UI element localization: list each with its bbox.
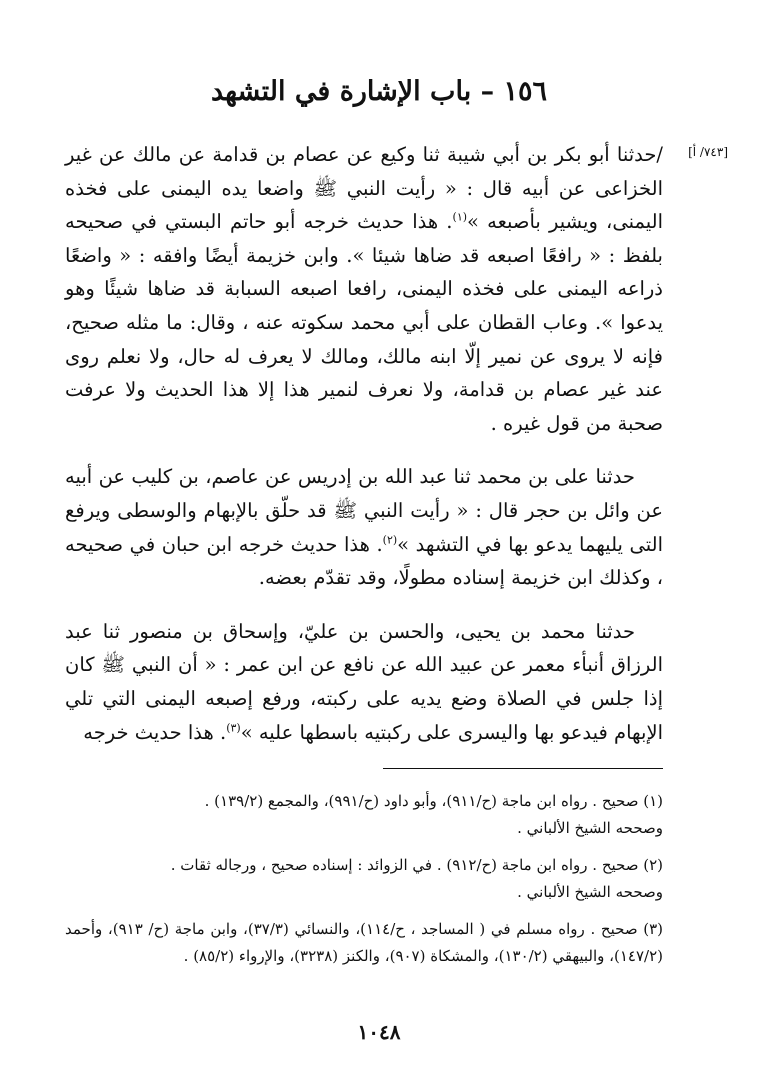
footnote-2-line-2: وصححه الشيخ الألباني . [517, 883, 663, 901]
footnote-3 [65, 916, 663, 970]
paragraph-1-text: /حدثنا أبو بكر بن أبي شيبة ثنا وكيع عن عصام بن قدامة عن مالك عن غير الخزاعى عن أبيه قال : « رأيت النبي ﷺ واضعا يده اليمنى على فخذه اليمنى، ويشير بأصبعه » [65, 143, 664, 234]
footnote-1 [65, 788, 663, 842]
paragraph-3 [65, 615, 663, 749]
paragraph-2-tail: . هذا حديث خرجه ابن حبان في صحيحه ، وكذلك ابن خزيمة إسناده مطولًا، وقد تقدّم بعضه. [65, 532, 663, 590]
footnote-divider [383, 768, 663, 769]
paragraph-1-tail: . هذا حديث خرجه أبو حاتم البستي في صحيحه بلفظ : « رافعًا اصبعه قد ضاها شيئا ». وابن خزيمة أيضًا وافقه : « واضعًا ذراعه اليمنى على فخذه اليمنى، رافعا اصبعه السبابة قد ضاها شيئًا وهو يدعوا ». وعاب القطان على أبي محمد سكوته عنه ، وقال: ما مثله صحيح، فإنه لا يروى عن نمير إلّا ابنه مالك، ومالك لا يعرف له حال، ولا نعلم روى عند غير عصام بن قدامة، ولا نعرف لنمير هذا إلا هذا الحديث ولا عرفت صحبة من قول غيره . [65, 210, 663, 435]
footnote-2 [65, 852, 663, 906]
main-text [65, 138, 663, 769]
paragraph-2 [65, 460, 663, 594]
paragraph-2-text: حدثنا على بن محمد ثنا عبد الله بن إدريس عن عاصم، بن كليب عن أبيه عن وائل بن حجر قال : « رأيت النبي ﷺ قد حلّق بالإبهام والوسطى ويرفع التى يليهما يدعو بها في التشهد » [65, 465, 663, 556]
chapter-title: ١٥٦ – باب الإشارة في التشهد [210, 76, 548, 107]
footnotes [65, 788, 663, 980]
paragraph-1 [65, 138, 663, 440]
footnote-ref-3: (٣) [226, 721, 241, 734]
footnote-ref-2: (٢) [382, 533, 398, 547]
margin-reference: [٧٤٣/ أ] [688, 145, 728, 159]
paragraph-3-text: حدثنا محمد بن يحيى، والحسن بن عليّ، وإسحاق بن منصور ثنا عبد الرزاق أنبأء معمر عن عبيد الله عن نافع عن ابن عمر : « أن النبي ﷺ كان إذا جلس في الصلاة وضع يديه على ركبته، ورفع إصبعه اليمنى التي تلي الإبهام فيدعو بها واليسرى على ركبتيه باسطها عليه » [65, 619, 663, 744]
footnote-1-line-2: وصححه الشيخ الألباني . [517, 819, 663, 837]
page-number: ١٠٤٨ [357, 1020, 401, 1044]
paragraph-3-tail: . هذا حديث خرجه [83, 720, 227, 744]
footnote-ref-1: (١) [452, 210, 468, 224]
footnote-1-line-1: (١) صحيح . رواه ابن ماجة (ح/٩١١)، وأبو داود (ح/٩٩١)، والمجمع (١٣٩/٢) . [204, 792, 663, 810]
footnote-3-line-1: (٣) صحيح . رواه مسلم في ( المساجد ، ح/١١٤)، والنسائي (٣٧/٣)، وابن ماجة (ح/ ٩١٣)، وأحمد (١٤٧/٢)، والبيهقي (١٣٠/٢)، والمشكاة (٩٠٧)، والكنز (٣٢٣٨)، والإرواء (٨٥/٢) . [65, 920, 664, 965]
footnote-2-line-1: (٢) صحيح . رواه ابن ماجة (ح/٩١٢) . في الزوائد : إسناده صحيح ، ورجاله ثقات . [170, 856, 663, 874]
